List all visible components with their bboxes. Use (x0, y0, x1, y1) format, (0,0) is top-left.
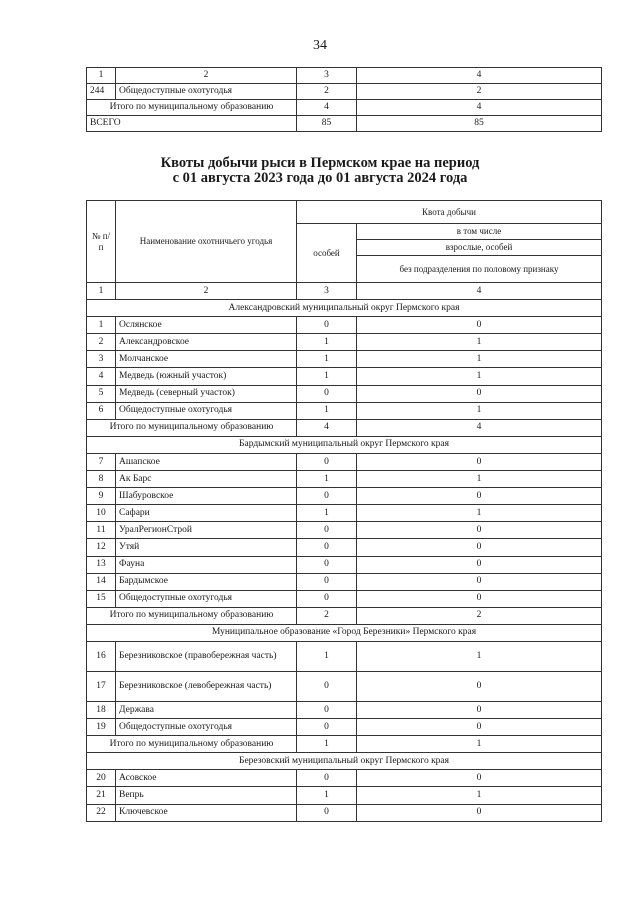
row-adults: 0 (357, 317, 602, 334)
subtotal-quota: 4 (297, 419, 357, 436)
subtotal-label: Итого по муниципальному образованию (87, 419, 297, 436)
table-row (87, 84, 602, 100)
row-number: 1 (87, 317, 116, 334)
table-row (87, 351, 602, 368)
row-name: Александровское (116, 334, 297, 351)
row-number: 11 (87, 522, 116, 539)
row-quota: 0 (297, 385, 357, 402)
row-name: Медведь (северный участок) (116, 385, 297, 402)
table-row (87, 671, 602, 701)
subtotal-adults: 4 (357, 419, 602, 436)
row-number: 18 (87, 701, 116, 718)
row-name: Утяй (116, 539, 297, 556)
subtotal-adults: 1 (357, 736, 602, 753)
total-adults: 85 (357, 116, 602, 132)
row-name: Сафари (116, 505, 297, 522)
row-quota: 1 (297, 641, 357, 671)
header-quota: Квота добычи (297, 201, 602, 224)
header-nosex: без подразделения по половому признаку (357, 256, 602, 283)
row-adults: 0 (357, 770, 602, 787)
row-number: 15 (87, 590, 116, 607)
row-quota: 1 (297, 334, 357, 351)
table-row (87, 590, 602, 607)
row-adults: 1 (357, 402, 602, 419)
row-number: 6 (87, 402, 116, 419)
row-quota: 0 (297, 522, 357, 539)
row-name: Ак Барс (116, 471, 297, 488)
row-quota: 2 (297, 84, 357, 100)
row-number: 17 (87, 671, 116, 701)
row-number: 2 (87, 334, 116, 351)
table-row (87, 787, 602, 804)
row-number: 3 (87, 351, 116, 368)
row-number: 14 (87, 573, 116, 590)
row-quota: 0 (297, 719, 357, 736)
section-title: Березовский муниципальный округ Пермского края (87, 753, 602, 770)
header-name: Наименование охотничьего угодья (116, 201, 297, 283)
column-number: 3 (297, 68, 357, 84)
row-adults: 0 (357, 671, 602, 701)
row-quota: 0 (297, 573, 357, 590)
table-row (87, 719, 602, 736)
row-number: 4 (87, 368, 116, 385)
row-quota: 1 (297, 368, 357, 385)
column-number: 4 (357, 283, 602, 300)
section-title: Бардымский муниципальный округ Пермского края (87, 436, 602, 453)
row-adults: 1 (357, 334, 602, 351)
subtotal-adults: 2 (357, 607, 602, 624)
header-num: № п/п (87, 201, 116, 283)
row-quota: 0 (297, 539, 357, 556)
section-title: Муниципальное образование «Город Березники» Пермского края (87, 624, 602, 641)
row-adults: 1 (357, 505, 602, 522)
row-name: Медведь (южный участок) (116, 368, 297, 385)
row-quota: 1 (297, 787, 357, 804)
table-row (87, 505, 602, 522)
row-adults: 0 (357, 573, 602, 590)
row-name: Асовское (116, 770, 297, 787)
row-name: УралРегионСтрой (116, 522, 297, 539)
section-header-row (87, 300, 602, 317)
row-adults: 1 (357, 787, 602, 804)
row-adults: 1 (357, 641, 602, 671)
column-number-row (87, 68, 602, 84)
table-row (87, 556, 602, 573)
row-number: 244 (87, 84, 116, 100)
table-row (87, 573, 602, 590)
row-name: Ослянское (116, 317, 297, 334)
total-label: ВСЕГО (87, 116, 297, 132)
row-number: 22 (87, 804, 116, 821)
row-number: 13 (87, 556, 116, 573)
table-row (87, 701, 602, 718)
subtotal-quota: 1 (297, 736, 357, 753)
row-name: Бардымское (116, 573, 297, 590)
row-name: Ключевское (116, 804, 297, 821)
title-line-1: Квоты добычи рыси в Пермском крае на период (160, 155, 480, 171)
row-name: Общедоступные охотугодья (116, 590, 297, 607)
page-number: 34 (313, 38, 327, 53)
subtotal-row (87, 100, 602, 116)
column-number: 3 (297, 283, 357, 300)
column-number: 1 (87, 68, 116, 84)
total-quota: 85 (297, 116, 357, 132)
table-row (87, 453, 602, 470)
row-adults: 0 (357, 539, 602, 556)
row-adults: 0 (357, 556, 602, 573)
table-row (87, 385, 602, 402)
row-adults: 0 (357, 522, 602, 539)
header-adults: взрослые, особей (357, 240, 602, 256)
section-title: Александровский муниципальный округ Пермского края (87, 300, 602, 317)
table-row (87, 368, 602, 385)
row-adults: 0 (357, 804, 602, 821)
section-header-row (87, 624, 602, 641)
row-number: 16 (87, 641, 116, 671)
row-name: Березниковское (правобережная часть) (116, 641, 297, 671)
table-row (87, 402, 602, 419)
table-row (87, 539, 602, 556)
row-quota: 1 (297, 505, 357, 522)
row-adults: 0 (357, 590, 602, 607)
row-adults: 1 (357, 351, 602, 368)
row-adults: 2 (357, 84, 602, 100)
row-quota: 0 (297, 488, 357, 505)
row-quota: 0 (297, 556, 357, 573)
subtotal-row (87, 607, 602, 624)
row-name: Шабуровское (116, 488, 297, 505)
row-adults: 0 (357, 719, 602, 736)
row-quota: 1 (297, 351, 357, 368)
row-name: Фауна (116, 556, 297, 573)
row-adults: 1 (357, 471, 602, 488)
table-row (87, 804, 602, 821)
row-quota: 0 (297, 804, 357, 821)
row-number: 12 (87, 539, 116, 556)
row-quota: 0 (297, 671, 357, 701)
row-number: 7 (87, 453, 116, 470)
header-total: особей (297, 224, 357, 283)
row-adults: 0 (357, 488, 602, 505)
row-name: Общедоступные охотугодья (116, 84, 297, 100)
row-quota: 0 (297, 770, 357, 787)
table-row (87, 522, 602, 539)
subtotal-label: Итого по муниципальному образованию (87, 100, 297, 116)
subtotal-adults: 4 (357, 100, 602, 116)
row-number: 9 (87, 488, 116, 505)
title-line-2: с 01 августа 2023 года до 01 августа 2024 года (172, 170, 468, 186)
row-number: 21 (87, 787, 116, 804)
row-adults: 0 (357, 453, 602, 470)
subtotal-quota: 2 (297, 607, 357, 624)
row-quota: 0 (297, 453, 357, 470)
row-name: Молчанское (116, 351, 297, 368)
row-number: 5 (87, 385, 116, 402)
column-number: 1 (87, 283, 116, 300)
subtotal-label: Итого по муниципальному образованию (87, 736, 297, 753)
table-row (87, 641, 602, 671)
subtotal-quota: 4 (297, 100, 357, 116)
column-number: 2 (116, 68, 297, 84)
table-row (87, 488, 602, 505)
table-row (87, 770, 602, 787)
row-name: Общедоступные охотугодья (116, 719, 297, 736)
row-name: Березниковское (левобережная часть) (116, 671, 297, 701)
document-title (0, 156, 640, 186)
section-header-row (87, 753, 602, 770)
section-header-row (87, 436, 602, 453)
row-name: Держава (116, 701, 297, 718)
column-number: 4 (357, 68, 602, 84)
table-row (87, 317, 602, 334)
column-number-row (87, 283, 602, 300)
row-name: Ашапское (116, 453, 297, 470)
row-adults: 1 (357, 368, 602, 385)
row-quota: 1 (297, 471, 357, 488)
row-number: 10 (87, 505, 116, 522)
subtotal-row (87, 419, 602, 436)
row-name: Вепрь (116, 787, 297, 804)
table-row (87, 334, 602, 351)
row-number: 8 (87, 471, 116, 488)
row-adults: 0 (357, 385, 602, 402)
row-number: 20 (87, 770, 116, 787)
table-row (87, 471, 602, 488)
grand-total-row (87, 116, 602, 132)
row-quota: 0 (297, 701, 357, 718)
row-quota: 0 (297, 317, 357, 334)
row-name: Общедоступные охотугодья (116, 402, 297, 419)
lynx-quota-table (86, 200, 602, 822)
row-number: 19 (87, 719, 116, 736)
row-quota: 0 (297, 590, 357, 607)
row-quota: 1 (297, 402, 357, 419)
header-incl: в том числе (357, 224, 602, 240)
row-adults: 0 (357, 701, 602, 718)
subtotal-row (87, 736, 602, 753)
column-number: 2 (116, 283, 297, 300)
subtotal-label: Итого по муниципальному образованию (87, 607, 297, 624)
previous-quota-table-tail (86, 67, 602, 132)
